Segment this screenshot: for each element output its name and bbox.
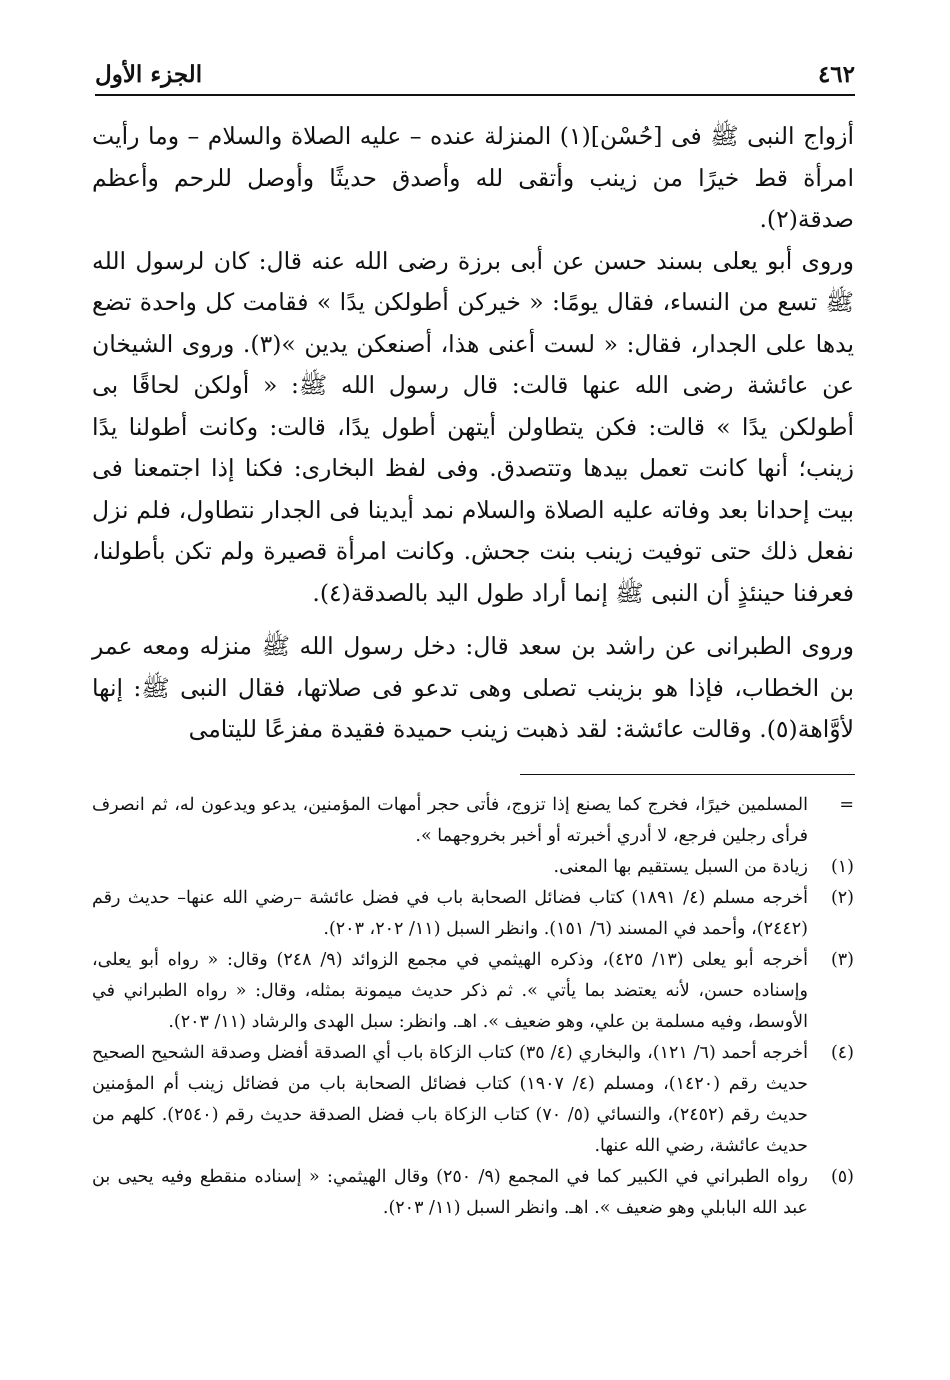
footnote [92, 883, 854, 945]
footnote [92, 852, 854, 883]
main-text [92, 116, 854, 751]
page-number: ٤٦٢ [817, 61, 855, 88]
footnote [92, 790, 854, 852]
footnote-text: أخرجه أحمد (٦/ ١٢١)، والبخاري (٤/ ٣٥) كتاب الزكاة باب أي الصدقة أفضل وصدقة الشحيح الصحيح حديث رقم (١٤٢٠)، ومسلم (٤/ ١٩٠٧) كتاب فضائل الصحابة باب من فضائل زينب أم المؤمنين حديث رقم (٢٤٥٢)، والنسائي (٥/ ٧٠) كتاب الزكاة باب فضل الصدقة حديث رقم (٢٥٤٠). كلهم من حديث عائشة، رضي الله عنها. [92, 1043, 808, 1156]
footnote [92, 945, 854, 1038]
footnote-marker: = [839, 795, 854, 815]
footnotes [92, 790, 854, 1224]
paragraph: وروى أبو يعلى بسند حسن عن أبى برزة رضى الله عنه قال: كان لرسول الله ﷺ تسع من النساء، فقال يومًا: « خيركن أطولكن يدًا » فقامت كل واحدة تضع يدها على الجدار، فقال: « لست أعنى هذا، أصنعكن يدين »(٣). وروى الشيخان عن عائشة رضى الله عنها قالت: قال رسول الله ﷺ: « أولكن لحاقًا بى أطولكن يدًا » قالت: فكن يتطاولن أيتهن أطول يدًا، قالت: وكانت أطولنا يدًا زينب؛ أنها كانت تعمل بيدها وتتصدق. وفى لفظ البخارى: فكنا إذا اجتمعنا فى بيت إحدانا بعد وفاته عليه الصلاة والسلام نمد أيدينا فى الجدار نتطاول، فلم نزل نفعل ذلك حتى توفيت زينب بنت جحش. وكانت امرأة قصيرة ولم تكن بأطولنا، فعرفنا حينئذٍ أن النبى ﷺ إنما أراد طول اليد بالصدقة(٤). [92, 246, 854, 607]
footnote-text: أخرجه مسلم (٤/ ١٨٩١) كتاب فضائل الصحابة باب في فضل عائشة –رضي الله عنها– حديث رقم (٢٤٤٢)، وأحمد في المسند (٦/ ١٥١). وانظر السبل (١١/ ٢٠٢، ٢٠٣). [92, 888, 808, 939]
footnote-text: زيادة من السبل يستقيم بها المعنى. [553, 857, 808, 877]
footnote-divider [520, 774, 855, 775]
volume-title: الجزء الأول [95, 61, 203, 88]
paragraph: وروى الطبرانى عن راشد بن سعد قال: دخل رسول الله ﷺ منزله ومعه عمر بن الخطاب، فإذا هو بزينب تصلى وهى تدعو فى صلاتها، فقال النبى ﷺ: إنها لأوَّاهة(٥). وقالت عائشة: لقد ذهبت زينب حميدة فقيدة مفزعًا لليتامى [92, 632, 854, 743]
footnote [92, 1038, 854, 1162]
footnote [92, 1162, 854, 1224]
running-header [95, 52, 855, 88]
header-divider [95, 94, 855, 96]
footnote-text: المسلمين خيرًا، فخرج كما يصنع إذا تزوج، فأتى حجر أمهات المؤمنين، يدعو ويدعون له، ثم انصرف فرأى رجلين فرجع، لا أدري أخبرته أو أخبر بخروجهما ». [92, 795, 808, 846]
footnote-marker: (٣) [830, 950, 854, 970]
footnote-marker: (٥) [830, 1167, 854, 1187]
paragraph: أزواج النبى ﷺ فى [حُسْن](١) المنزلة عنده – عليه الصلاة والسلام – وما رأيت امرأة قط خيرًا من زينب وأتقى لله وأصدق حديثًا وأوصل للرحم وأعظم صدقة(٢). [92, 122, 854, 233]
footnote-text: أخرجه أبو يعلى (١٣/ ٤٢٥)، وذكره الهيثمي في مجمع الزوائد (٩/ ٢٤٨) وقال: « رواه أبو يعلى، وإسناده حسن، لأنه يعتضد بما يأتي ». ثم ذكر حديث ميمونة بمثله، وقال: « رواه الطبراني في الأوسط، وفيه مسلمة بن علي، وهو ضعيف ». اهـ. وانظر: سبل الهدى والرشاد (١١/ ٢٠٣). [92, 950, 808, 1032]
footnote-text: رواه الطبراني في الكبير كما في المجمع (٩/ ٢٥٠) وقال الهيثمي: « إسناده منقطع وفيه يحيى بن عبد الله البابلي وهو ضعيف ». اهـ. وانظر السبل (١١/ ٢٠٣). [92, 1167, 808, 1218]
footnote-marker: (٤) [830, 1043, 854, 1063]
footnote-marker: (٢) [830, 888, 854, 908]
footnote-marker: (١) [830, 857, 854, 877]
